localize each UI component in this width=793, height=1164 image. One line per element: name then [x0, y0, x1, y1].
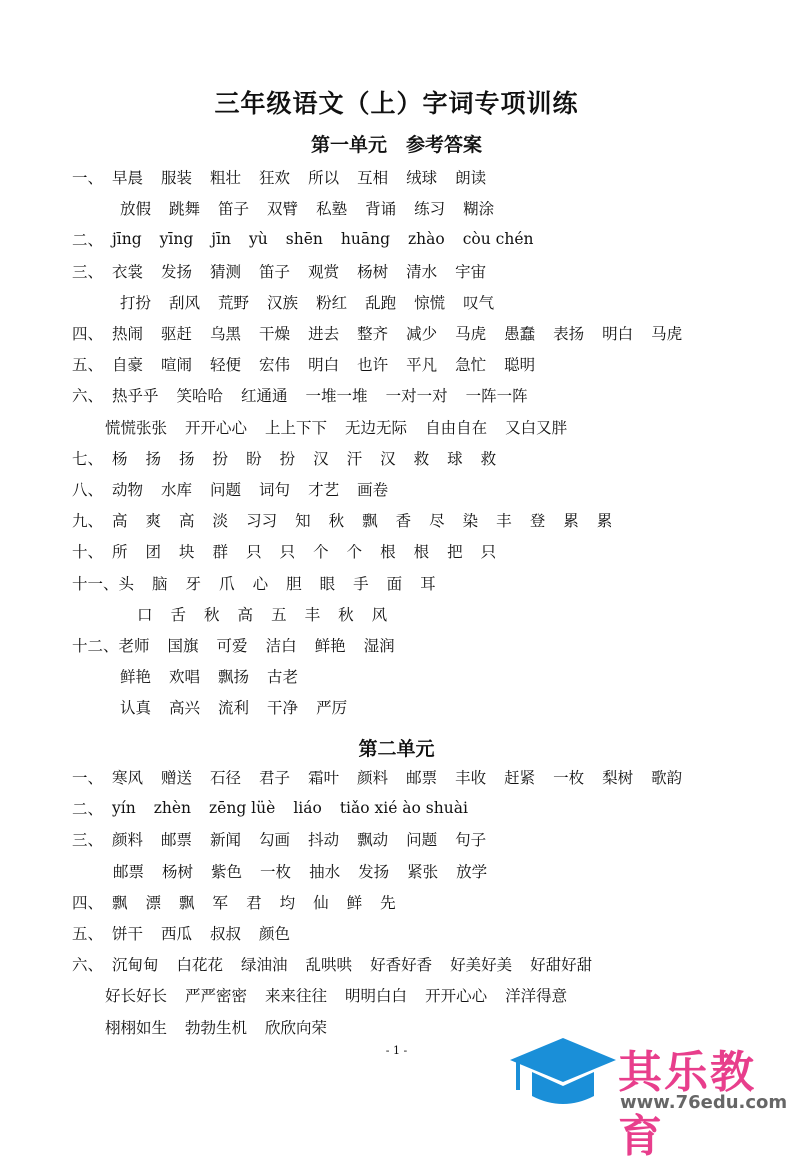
answer-item: 一对一对: [385, 387, 448, 406]
answer-line: [72, 633, 413, 657]
answer-line: [72, 508, 630, 532]
answer-item: 尽: [429, 512, 445, 531]
answer-item: 累: [563, 512, 579, 531]
answer-item: 汗: [346, 449, 363, 468]
answer-item: 打扮: [120, 293, 152, 312]
answer-item: 好香好香: [370, 956, 433, 975]
answer-item: 西瓜: [161, 925, 193, 943]
answer-item: zhèn: [153, 799, 192, 818]
answer-item: 才艺: [308, 481, 340, 499]
answer-item: 秋: [328, 512, 345, 531]
answer-item: 进去: [308, 325, 340, 343]
answer-item: 耳: [420, 574, 436, 593]
answer-item: 明明白白: [345, 987, 408, 1006]
answer-item: 好甜好甜: [530, 956, 593, 975]
answer-item: 整齐: [357, 325, 389, 343]
answer-item: 笛子: [218, 200, 250, 219]
answer-line: [105, 1015, 345, 1039]
answer-item: 先: [380, 893, 396, 912]
answer-item: 粗壮: [210, 169, 242, 187]
answer-item: 石径: [210, 769, 242, 787]
answer-item: 轻便: [210, 356, 242, 375]
question-number: 八、: [72, 481, 104, 499]
answer-line: [72, 921, 308, 945]
answer-item: 丰: [304, 605, 321, 624]
answer-item: 洁白: [265, 637, 297, 655]
answer-item: huāng: [340, 230, 391, 249]
answer-item: 球: [447, 449, 463, 468]
question-number: 六、: [72, 387, 104, 406]
question-number: 四、: [72, 893, 104, 912]
answer-item: 赠送: [161, 769, 193, 787]
answer-item: 愚蠢: [504, 325, 536, 343]
answer-item: 绿油油: [241, 956, 288, 975]
question-number: 五、: [72, 925, 104, 943]
answer-item: 邮票: [406, 769, 438, 787]
answer-item: 糊涂: [463, 200, 495, 219]
question-number: 九、: [72, 512, 104, 531]
answer-item: 饼干: [112, 925, 144, 943]
answer-item: 梨树: [602, 769, 634, 787]
answer-item: 好长好长: [105, 987, 168, 1006]
answer-item: 邮票: [113, 862, 145, 881]
answer-item: 登: [529, 512, 546, 531]
question-number: 七、: [72, 449, 104, 468]
question-number: 四、: [72, 325, 104, 343]
answer-line: [72, 165, 504, 189]
answer-item: 君: [246, 893, 262, 912]
answer-item: 汉族: [267, 293, 299, 312]
answer-item: 来来往往: [265, 987, 328, 1006]
answer-item: 认真: [120, 699, 152, 718]
question-number: 一、: [72, 169, 104, 187]
answer-item: 无边无际: [345, 418, 408, 437]
answer-item: 秋: [338, 605, 354, 624]
answer-item: 眼: [319, 574, 336, 593]
answer-item: 只: [279, 543, 296, 562]
answer-item: 放学: [456, 862, 488, 881]
answer-line: [72, 477, 406, 501]
answer-item: 个: [313, 543, 329, 562]
question-number: 六、: [72, 956, 104, 975]
answer-item: 根: [380, 543, 396, 562]
answer-item: 杨树: [357, 262, 389, 281]
answer-item: 乱跑: [365, 293, 397, 312]
answer-line: [120, 290, 512, 314]
answer-line: [105, 415, 585, 439]
answer-item: 欣欣向荣: [265, 1018, 328, 1037]
answer-item: 自豪: [112, 356, 144, 375]
answer-item: 乌黑: [210, 325, 242, 343]
answer-item: 国旗: [167, 637, 199, 655]
answer-item: 高: [179, 512, 195, 531]
answer-line: [72, 446, 514, 470]
answer-item: 救: [480, 449, 497, 468]
answer-item: tiǎo xié ào shuài: [339, 799, 468, 818]
answer-item: 严严密密: [185, 987, 248, 1006]
answer-item: 跳舞: [169, 200, 201, 219]
answer-line: [120, 695, 365, 719]
answer-item: 刮风: [169, 293, 201, 312]
answer-item: 根: [413, 543, 430, 562]
answer-item: 秋: [204, 605, 220, 624]
answer-item: 爽: [145, 512, 162, 531]
answer-item: jīn: [211, 230, 232, 249]
answer-item: 五: [271, 605, 287, 624]
answer-item: 高: [237, 605, 254, 624]
answer-item: 干燥: [259, 325, 291, 343]
answer-item: 白花花: [176, 956, 224, 975]
answer-item: 惊慌: [414, 293, 446, 312]
answer-item: 服装: [161, 169, 193, 187]
answer-item: 所以: [308, 169, 340, 187]
answer-line: [72, 765, 700, 789]
answer-item: 扬: [145, 449, 162, 468]
answer-item: 淡: [212, 512, 229, 531]
answer-item: 累: [596, 512, 613, 531]
answer-item: 古老: [267, 668, 299, 687]
answer-item: 抽水: [309, 862, 341, 881]
question-number: 二、: [72, 231, 104, 250]
answer-item: 汉: [313, 449, 329, 468]
answer-item: 盼: [246, 449, 262, 468]
answer-item: 流利: [218, 699, 250, 718]
answer-line: [105, 983, 585, 1007]
answer-item: 热闹: [112, 325, 144, 343]
answer-item: 慌慌张张: [105, 418, 168, 437]
answer-item: 汉: [380, 449, 396, 468]
answer-item: 减少: [406, 325, 438, 343]
answer-item: 仙: [313, 893, 329, 912]
question-number: 一、: [72, 769, 104, 787]
answer-item: 歌韵: [651, 769, 683, 787]
answer-item: 飘: [112, 893, 128, 912]
answer-item: 鲜艳: [120, 668, 152, 687]
answer-line: [137, 602, 405, 626]
answer-item: 一枚: [260, 862, 292, 881]
answer-item: liáo: [293, 799, 322, 818]
answer-item: 扮: [279, 449, 296, 468]
answer-item: 观赏: [308, 262, 340, 281]
answer-item: 团: [145, 543, 162, 562]
answer-item: 背诵: [365, 200, 397, 219]
answer-line: [72, 539, 514, 563]
answer-item: 爪: [219, 574, 235, 593]
answer-line: [72, 383, 546, 407]
answer-item: 脑: [152, 574, 168, 593]
answer-item: 习习: [246, 512, 278, 531]
answer-item: 丰收: [455, 769, 487, 787]
answer-line: [120, 664, 316, 688]
answer-item: 寒风: [112, 769, 144, 787]
answer-item: 飘扬: [218, 668, 250, 687]
answer-item: yín: [112, 799, 136, 818]
answer-item: 均: [279, 893, 296, 912]
answer-item: 平凡: [406, 356, 438, 375]
answer-item: 栩栩如生: [105, 1018, 168, 1037]
answer-item: 只: [480, 543, 497, 562]
answer-item: 邮票: [161, 831, 193, 850]
answer-item: 笑哈哈: [176, 387, 224, 406]
answer-item: 严厉: [316, 699, 348, 718]
answer-item: 互相: [357, 169, 389, 187]
answer-item: 放假: [120, 200, 152, 219]
answer-item: 飘动: [357, 831, 389, 850]
question-number: 三、: [72, 262, 104, 281]
answer-item: 知: [295, 512, 311, 531]
document-title: 三年级语文（上）字词专项训练: [214, 89, 579, 118]
answer-item: 抖动: [308, 831, 340, 850]
answer-item: 一阵一阵: [465, 387, 528, 406]
answer-item: 军: [212, 893, 229, 912]
watermark-url: www.76edu.com: [620, 1092, 788, 1113]
answer-item: 扮: [212, 449, 229, 468]
answer-item: 狂欢: [259, 169, 291, 187]
answer-item: 赶紧: [504, 769, 536, 787]
answer-item: 手: [353, 574, 369, 593]
answer-item: 紫色: [211, 862, 243, 881]
answer-item: 风: [371, 605, 388, 624]
answer-item: 明白: [308, 356, 340, 375]
answer-item: 明白: [602, 325, 634, 343]
question-number: 十一、: [72, 574, 119, 593]
answer-item: 面: [386, 574, 403, 593]
answer-item: 荒野: [218, 293, 250, 312]
answer-line: [72, 952, 610, 976]
answer-item: 练习: [414, 200, 446, 219]
unit1-heading: 第一单元 参考答案: [310, 134, 482, 156]
answer-item: 笛子: [259, 262, 291, 281]
answer-item: 颜料: [112, 831, 144, 850]
answer-item: 漂: [145, 893, 162, 912]
answer-item: 湿润: [363, 637, 395, 655]
answer-line: [72, 227, 552, 251]
answer-line: [120, 196, 512, 220]
answer-item: 好美好美: [450, 956, 513, 975]
answer-line: [72, 259, 504, 283]
question-number: 二、: [72, 800, 104, 819]
answer-item: zhào: [408, 230, 445, 249]
answer-item: 沉甸甸: [112, 956, 159, 975]
answer-item: 鲜: [346, 893, 363, 912]
answer-item: 霜叶: [308, 769, 340, 787]
watermark-logo: [508, 1030, 793, 1162]
answer-item: 高: [112, 512, 128, 531]
answer-item: 高兴: [169, 699, 201, 718]
answer-item: còu chén: [462, 230, 534, 249]
answer-item: 扬: [179, 449, 195, 468]
answer-item: 红通通: [241, 387, 288, 406]
answer-item: 叔叔: [210, 925, 242, 943]
answer-item: 鲜艳: [314, 637, 346, 655]
answer-item: 心: [252, 574, 269, 593]
answer-item: 粉红: [316, 293, 348, 312]
answer-item: 猜测: [210, 262, 242, 281]
answer-item: 洋洋得意: [505, 987, 568, 1006]
answer-item: jīng: [112, 230, 142, 249]
answer-item: 词句: [259, 481, 291, 499]
answer-item: 热乎乎: [112, 387, 159, 406]
unit2-heading: 第二单元: [358, 738, 435, 760]
answer-item: 一枚: [553, 769, 585, 787]
question-number: 三、: [72, 831, 104, 850]
answer-line: [72, 352, 553, 376]
answer-item: 一堆一堆: [305, 387, 368, 406]
answer-line: [72, 890, 414, 914]
answer-item: 欢唱: [169, 668, 201, 687]
answer-item: yīng: [159, 230, 194, 249]
answer-item: 只: [246, 543, 262, 562]
answer-item: shēn: [285, 230, 323, 249]
answer-line: [72, 827, 504, 851]
answer-item: 勾画: [259, 831, 291, 850]
page-number: - 1 -: [385, 1044, 408, 1057]
answer-line: [113, 859, 505, 883]
answer-item: 早晨: [112, 169, 144, 187]
answer-item: 杨: [112, 449, 128, 468]
watermark-brand: 其乐教育: [618, 1047, 756, 1162]
question-number: 十二、: [72, 637, 119, 655]
answer-item: 驱赶: [161, 325, 193, 343]
answer-item: 马虎: [651, 325, 683, 343]
answer-item: 把: [447, 543, 463, 562]
answer-item: 水库: [161, 481, 193, 499]
answer-item: 个: [346, 543, 363, 562]
answer-item: 表扬: [553, 325, 585, 343]
answer-item: 马虎: [455, 325, 487, 343]
answer-item: 口: [137, 605, 153, 624]
answer-item: 群: [212, 543, 229, 562]
answer-item: 颜色: [259, 925, 291, 943]
question-number: 十、: [72, 543, 104, 562]
answer-item: 飘: [179, 893, 195, 912]
answer-item: 清水: [406, 262, 438, 281]
answer-item: 紧张: [407, 862, 439, 881]
answer-item: 新闻: [210, 831, 242, 850]
answer-item: 所: [112, 543, 128, 562]
answer-item: 也许: [357, 356, 389, 375]
answer-item: 宇宙: [455, 262, 487, 281]
answer-item: 开开心心: [425, 987, 488, 1006]
answer-item: 开开心心: [185, 418, 248, 437]
answer-item: 乱哄哄: [305, 956, 353, 975]
answer-item: 画卷: [357, 481, 389, 499]
answer-item: 双臂: [267, 200, 299, 219]
answer-item: 干净: [267, 699, 299, 718]
answer-item: 救: [413, 449, 430, 468]
answer-item: 绒球: [406, 169, 438, 187]
answer-item: 老师: [118, 637, 150, 655]
answer-item: 发扬: [161, 262, 193, 281]
answer-item: 宏伟: [259, 356, 291, 375]
answer-item: 叹气: [463, 293, 495, 312]
answer-item: 块: [179, 543, 195, 562]
answer-item: zēng lüè: [209, 799, 276, 818]
answer-item: 句子: [455, 831, 487, 850]
question-number: 五、: [72, 356, 104, 375]
answer-item: 自由自在: [425, 418, 488, 437]
answer-item: 香: [395, 512, 412, 531]
answer-item: 舌: [170, 605, 187, 624]
answer-item: yù: [249, 230, 268, 249]
answer-item: 衣裳: [112, 262, 144, 281]
answer-item: 颜料: [357, 769, 389, 787]
answer-line: [72, 321, 700, 345]
answer-item: 丰: [496, 512, 512, 531]
answer-item: 急忙: [455, 356, 487, 375]
answer-item: 问题: [406, 831, 438, 850]
answer-item: 胆: [286, 574, 302, 593]
answer-item: 牙: [185, 574, 202, 593]
answer-item: 问题: [210, 481, 242, 499]
answer-item: 聪明: [504, 356, 536, 375]
answer-item: 染: [462, 512, 479, 531]
answer-item: 头: [118, 574, 135, 593]
answer-item: 杨树: [162, 862, 194, 881]
answer-item: 勃勃生机: [185, 1018, 248, 1037]
answer-item: 动物: [112, 481, 144, 499]
answer-item: 发扬: [358, 862, 390, 881]
answer-item: 飘: [362, 512, 378, 531]
answer-item: 又白又胖: [505, 418, 568, 437]
answer-line: [72, 796, 486, 820]
answer-item: 君子: [259, 769, 291, 787]
answer-item: 朗读: [455, 169, 487, 187]
answer-line: [72, 571, 454, 595]
answer-item: 私塾: [316, 200, 348, 219]
answer-item: 可爱: [216, 637, 248, 655]
answer-item: 喧闹: [161, 356, 193, 375]
answer-item: 上上下下: [265, 418, 328, 437]
graduation-cap-icon: [508, 1034, 618, 1114]
